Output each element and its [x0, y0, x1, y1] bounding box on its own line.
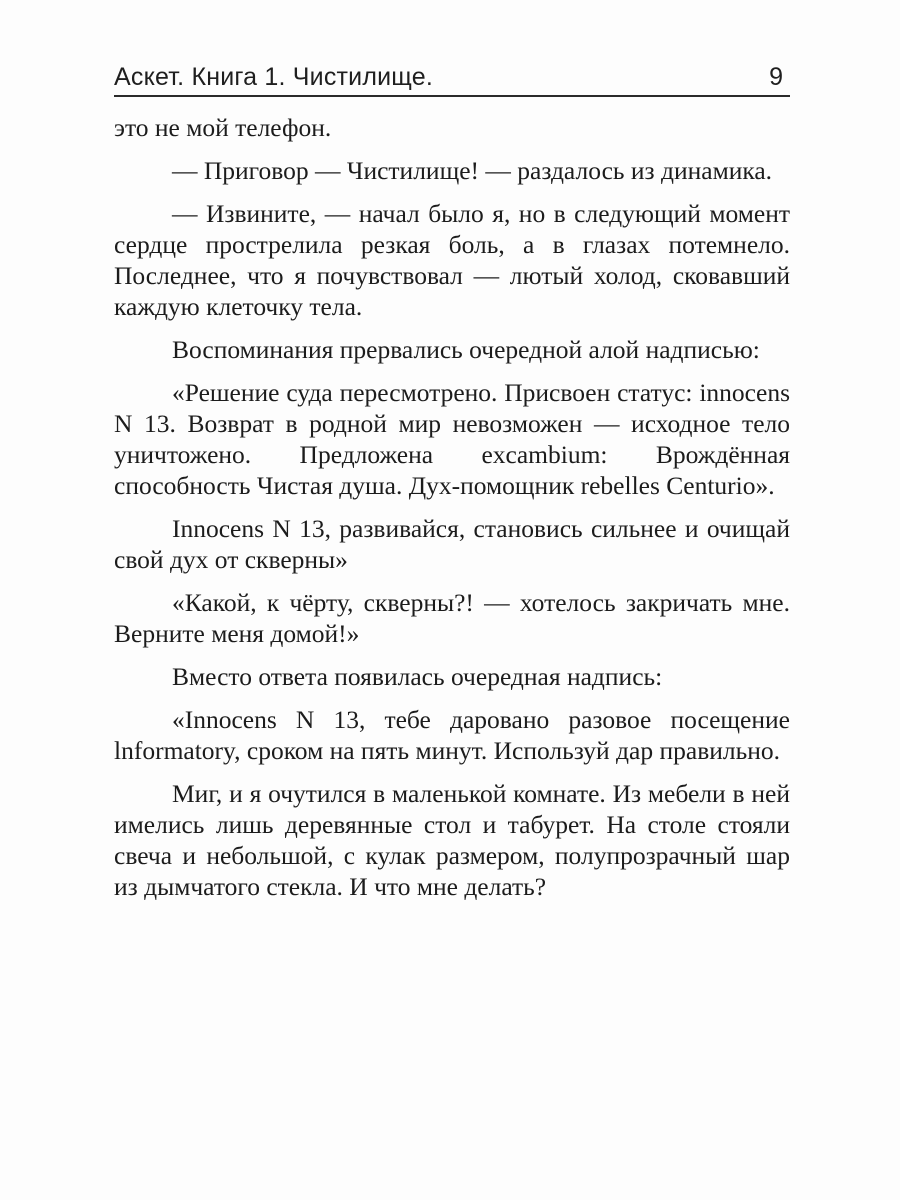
paragraph: — Приговор — Чистилище! — раздалось из динамика.	[172, 156, 773, 185]
header-rule	[114, 95, 790, 97]
page-number: 9	[769, 63, 783, 91]
paragraph: — Извините, — начал было я, но в следующий момент сердце прострелила резкая боль, а в глазах потемнело. Последнее, что я почувствовал — лютый холод, сковавший каждую клеточку тела.	[114, 199, 790, 321]
paragraph: «Какой, к чёрту, скверны?! — хотелось закричать мне. Верните меня домой!»	[114, 588, 790, 648]
body-text	[114, 112, 790, 914]
running-title: Аскет. Книга 1. Чистилище.	[114, 63, 434, 91]
paragraph: Вместо ответа появилась очередная надпись:	[172, 662, 663, 691]
paragraph: «Innocens N 13, тебе даровано разовое посещение lnformatory, сроком на пять минут. Используй дар правильно.	[114, 705, 790, 765]
paragraph: это не мой телефон.	[114, 113, 332, 142]
paragraph: «Решение суда пересмотрено. Присвоен статус: innocens N 13. Возврат в родной мир невозможен — исходное тело уничтожено. Предложена excambium: Врождённая способность Чистая душа. Дух-помощник rebelles Centurio».	[114, 378, 790, 500]
paragraph: Innocens N 13, развивайся, становись сильнее и очищай свой дух от скверны»	[114, 514, 790, 574]
paragraph: Миг, и я очутился в маленькой комнате. Из мебели в ней имелись лишь деревянные стол и табурет. На столе стояли свеча и небольшой, с кулак размером, полупрозрачный шар из дымчатого стекла. И что мне делать?	[114, 779, 790, 901]
paragraph: Воспоминания прервались очередной алой надписью:	[172, 335, 760, 364]
running-header	[114, 62, 789, 92]
